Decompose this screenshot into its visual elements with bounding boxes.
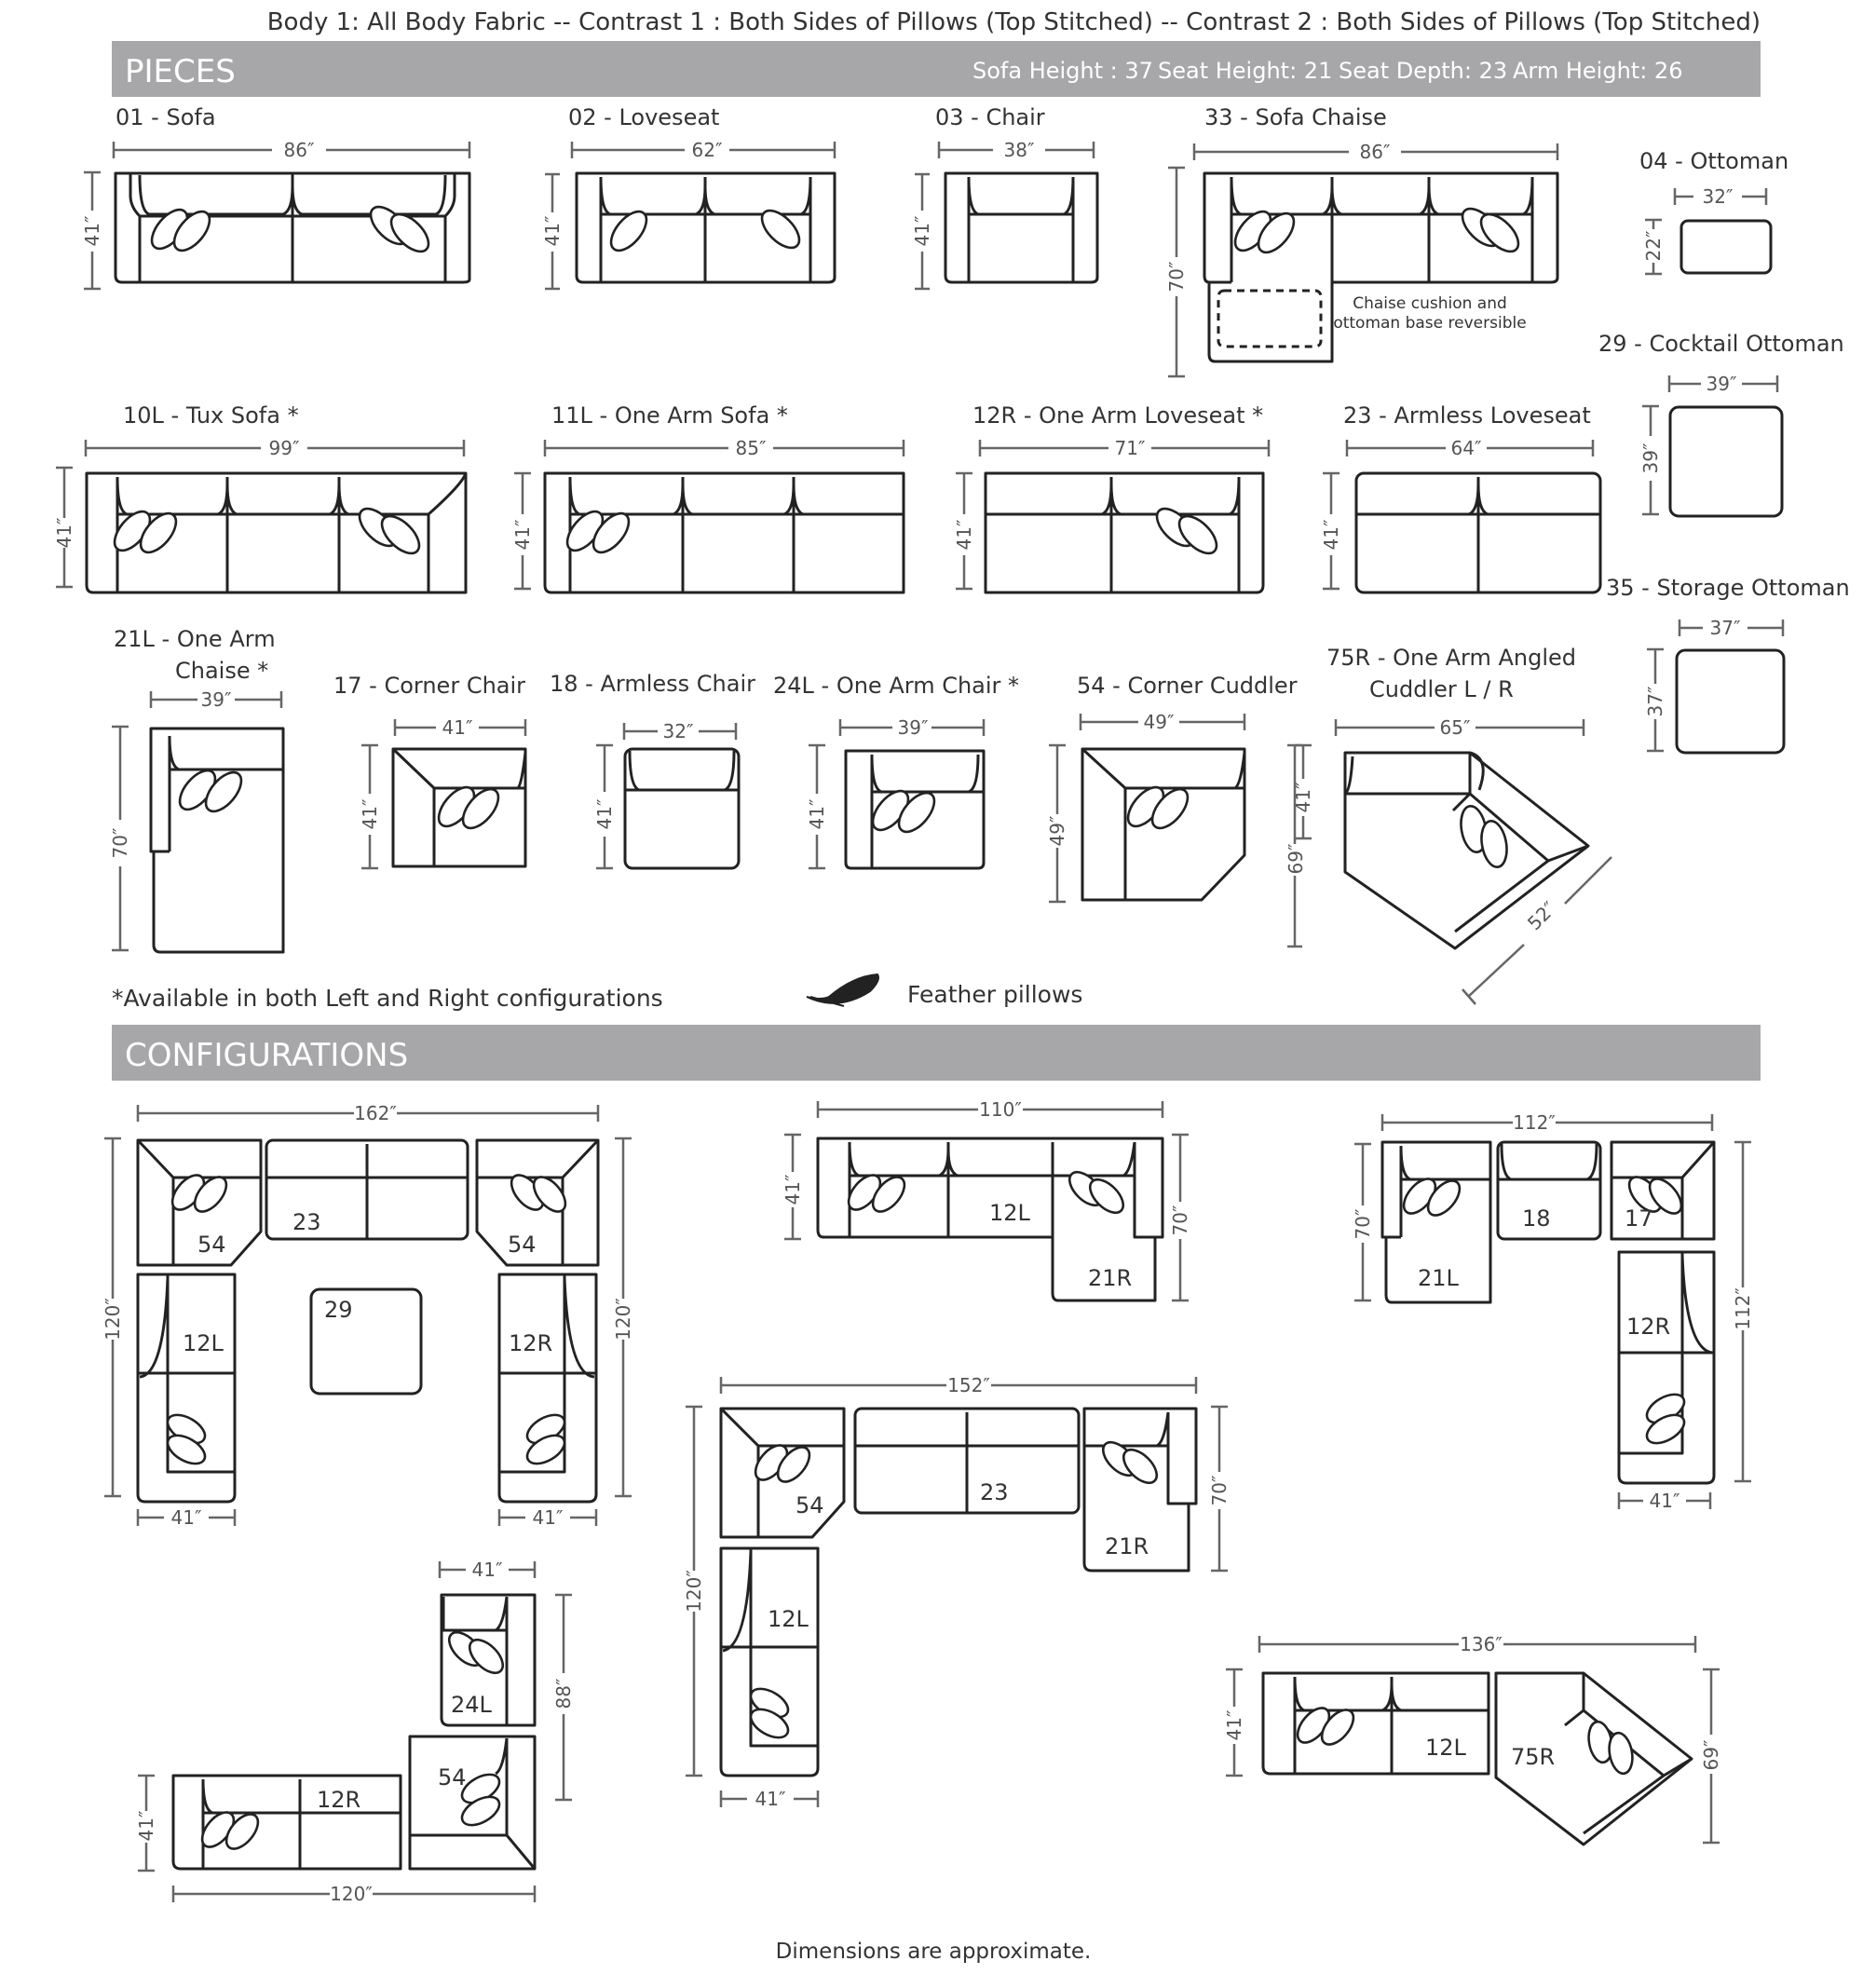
width-dim: 39″: [1706, 373, 1737, 395]
width-dim: 162″: [354, 1102, 397, 1124]
cell-label: 12L: [989, 1200, 1030, 1226]
piece-name: 35 - Storage Ottoman: [1606, 575, 1850, 601]
left-depth-dim: 41″: [1223, 1709, 1245, 1741]
piece-name-line-2: Chaise *: [175, 658, 269, 684]
cell-label: 54: [796, 1492, 824, 1518]
left-arm-dim: 41″: [170, 1506, 202, 1529]
width-dim: 39″: [897, 716, 929, 739]
feather-legend: [807, 974, 1082, 1008]
piece-name: 54 - Corner Cuddler: [1077, 673, 1298, 699]
cell-label: 54: [197, 1232, 226, 1258]
depth-dim: 39″: [1639, 443, 1662, 474]
piece-one-arm-chaise: [109, 626, 283, 952]
piece-ottoman: [1639, 148, 1788, 274]
piece-name: 24L - One Arm Chair *: [773, 673, 1020, 699]
piece-name: 01 - Sofa: [116, 104, 216, 130]
piece-name: 04 - Ottoman: [1639, 148, 1789, 174]
config-sofa-chaise-110: [782, 1098, 1191, 1300]
availability-note: *Available in both Left and Right configurations: [112, 985, 663, 1012]
width-dim: 120″: [330, 1883, 373, 1905]
width-dim: 65″: [1439, 716, 1471, 739]
depth-dim: 41″: [81, 215, 103, 247]
width-dim: 62″: [691, 139, 723, 161]
feather-label: Feather pillows: [907, 981, 1083, 1008]
depth-dim: 70″: [1165, 261, 1188, 293]
piece-name-line-2: Cuddler L / R: [1369, 676, 1514, 702]
pieces-title: PIECES: [125, 53, 236, 90]
depth-dim: 41″: [911, 215, 933, 247]
right-depth-dim: 88″: [552, 1678, 575, 1709]
piece-sofa-chaise: [1165, 104, 1557, 376]
width-dim: 64″: [1450, 437, 1482, 459]
cell-label: 23: [292, 1209, 321, 1235]
piece-name: 12R - One Arm Loveseat *: [972, 402, 1264, 429]
depth-dim: 37″: [1644, 686, 1666, 717]
feather-icon: [807, 974, 878, 1006]
width-dim: 41″: [442, 716, 473, 739]
cell-label: 21R: [1088, 1265, 1133, 1291]
cell-label: 29: [324, 1297, 353, 1323]
width-dim: 49″: [1143, 711, 1175, 733]
depth-dim: 41″: [359, 798, 381, 830]
right-depth-dim: 69″: [1700, 1739, 1722, 1771]
piece-angled-cuddler: [1285, 645, 1611, 1004]
piece-sofa: [81, 104, 469, 289]
width-dim: 32″: [662, 720, 694, 742]
piece-armless-chair: [550, 671, 755, 868]
width-dim: 110″: [979, 1098, 1022, 1121]
chaise-depth-dim: 70″: [1169, 1205, 1191, 1236]
piece-name: 17 - Corner Chair: [333, 673, 526, 699]
cell-label: 24L: [451, 1692, 492, 1718]
bottom-dim: 41″: [755, 1788, 786, 1810]
config-l-152: [683, 1374, 1231, 1810]
width-dim: 112″: [1513, 1111, 1556, 1134]
chaise-depth-dim: 70″: [1208, 1475, 1231, 1506]
config-u-shape: [102, 1102, 634, 1529]
piece-one-arm-chair: [773, 673, 1019, 868]
piece-cocktail-ottoman: [1598, 331, 1844, 516]
piece-one-arm-loveseat: [953, 402, 1269, 592]
cell-label: 12L: [183, 1330, 224, 1356]
depth-dim-total: 69″: [1285, 843, 1307, 875]
piece-chair: [911, 104, 1097, 289]
piece-name: 23 - Armless Loveseat: [1343, 402, 1591, 429]
piece-name: 11L - One Arm Sofa *: [551, 402, 788, 429]
cell-label: 54: [508, 1232, 537, 1258]
depth-dim: 41″: [953, 519, 975, 551]
depth-dim: 70″: [109, 827, 131, 859]
piece-corner-chair: [333, 673, 525, 868]
depth-dim: 41″: [782, 1174, 804, 1205]
config-l-112: [1352, 1111, 1754, 1512]
depth-dim: 22″: [1642, 230, 1665, 262]
left-depth-dim: 70″: [1352, 1208, 1374, 1240]
depth-dim: 49″: [1046, 815, 1068, 847]
cell-label: 18: [1522, 1205, 1551, 1232]
cell-label: 12L: [768, 1606, 809, 1632]
piece-name-line-1: 75R - One Arm Angled: [1326, 645, 1577, 671]
piece-name: 18 - Armless Chair: [550, 671, 755, 697]
cell-label: 17: [1625, 1205, 1653, 1232]
chaise-note-line-1: Chaise cushion and: [1353, 294, 1507, 313]
depth-dim: 41″: [1320, 519, 1342, 551]
cell-label: 21L: [1418, 1265, 1459, 1291]
config-angled-136: [1223, 1633, 1722, 1845]
config-l-120: [135, 1559, 575, 1905]
spec-seat-height: Seat Height: 21: [1158, 58, 1333, 84]
cell-label: 21R: [1105, 1533, 1149, 1559]
cell-label: 12R: [509, 1330, 553, 1356]
piece-name: 10L - Tux Sofa *: [123, 402, 299, 429]
width-dim: 86″: [1359, 141, 1391, 163]
piece-armless-loveseat: [1320, 402, 1600, 592]
depth-dim: 41″: [593, 798, 616, 830]
piece-name-line-1: 21L - One Arm: [114, 626, 276, 652]
width-dim: 39″: [200, 688, 232, 711]
depth-dim-front: 41″: [1292, 782, 1314, 813]
width-dim: 99″: [268, 437, 300, 459]
depth-dim: 41″: [541, 215, 564, 247]
depth-dim: 41″: [806, 798, 828, 830]
configurations-title: CONFIGURATIONS: [125, 1037, 409, 1074]
right-depth-dim: 120″: [612, 1298, 634, 1341]
width-dim: 136″: [1460, 1633, 1503, 1655]
width-dim: 152″: [947, 1374, 990, 1396]
depth-dim: 41″: [511, 519, 534, 551]
piece-name: 03 - Chair: [935, 104, 1045, 130]
piece-storage-ottoman: [1606, 575, 1850, 753]
spec-seat-depth: Seat Depth: 23: [1339, 58, 1508, 84]
bottom-dim: 41″: [1649, 1490, 1680, 1512]
top-dim: 41″: [471, 1559, 503, 1581]
right-depth-dim: 112″: [1732, 1287, 1754, 1330]
width-dim: 86″: [283, 139, 315, 161]
spec-arm-height: Arm Height: 26: [1513, 58, 1683, 84]
left-depth-dim: 120″: [683, 1570, 705, 1613]
diagonal-dim: 52″: [1522, 896, 1561, 935]
piece-name: 29 - Cocktail Ottoman: [1598, 331, 1844, 357]
piece-name: 33 - Sofa Chaise: [1204, 104, 1387, 130]
cell-label: 75R: [1511, 1744, 1556, 1770]
right-arm-dim: 41″: [532, 1506, 564, 1529]
cell-label: 12R: [317, 1787, 361, 1813]
width-dim: 37″: [1709, 617, 1741, 639]
left-depth-dim: 41″: [135, 1810, 157, 1842]
piece-name: 02 - Loveseat: [568, 104, 720, 130]
depth-dim: 41″: [53, 517, 75, 549]
spec-sofa-height: Sofa Height : 37: [972, 58, 1153, 84]
piece-corner-cuddler: [1046, 673, 1298, 902]
piece-loveseat: [541, 104, 835, 289]
fabric-note: Body 1: All Body Fabric -- Contrast 1 : Both Sides of Pillows (Top Stitched) -- Contrast 2 : Both Sides of Pillows (Top Stitched): [266, 8, 1761, 36]
cell-label: 12R: [1626, 1314, 1671, 1340]
cell-label: 54: [438, 1764, 467, 1791]
left-depth-dim: 120″: [102, 1298, 124, 1341]
width-dim: 38″: [1003, 139, 1035, 161]
width-dim: 71″: [1114, 437, 1146, 459]
piece-tux-sofa: [53, 402, 466, 592]
cell-label: 23: [980, 1479, 1009, 1505]
piece-one-arm-sofa: [511, 402, 904, 592]
width-dim: 85″: [735, 437, 767, 459]
width-dim: 32″: [1702, 185, 1734, 208]
footer-note: Dimensions are approximate.: [775, 1940, 1092, 1964]
chaise-note-line-2: ottoman base reversible: [1333, 314, 1527, 333]
cell-label: 12L: [1425, 1735, 1466, 1761]
